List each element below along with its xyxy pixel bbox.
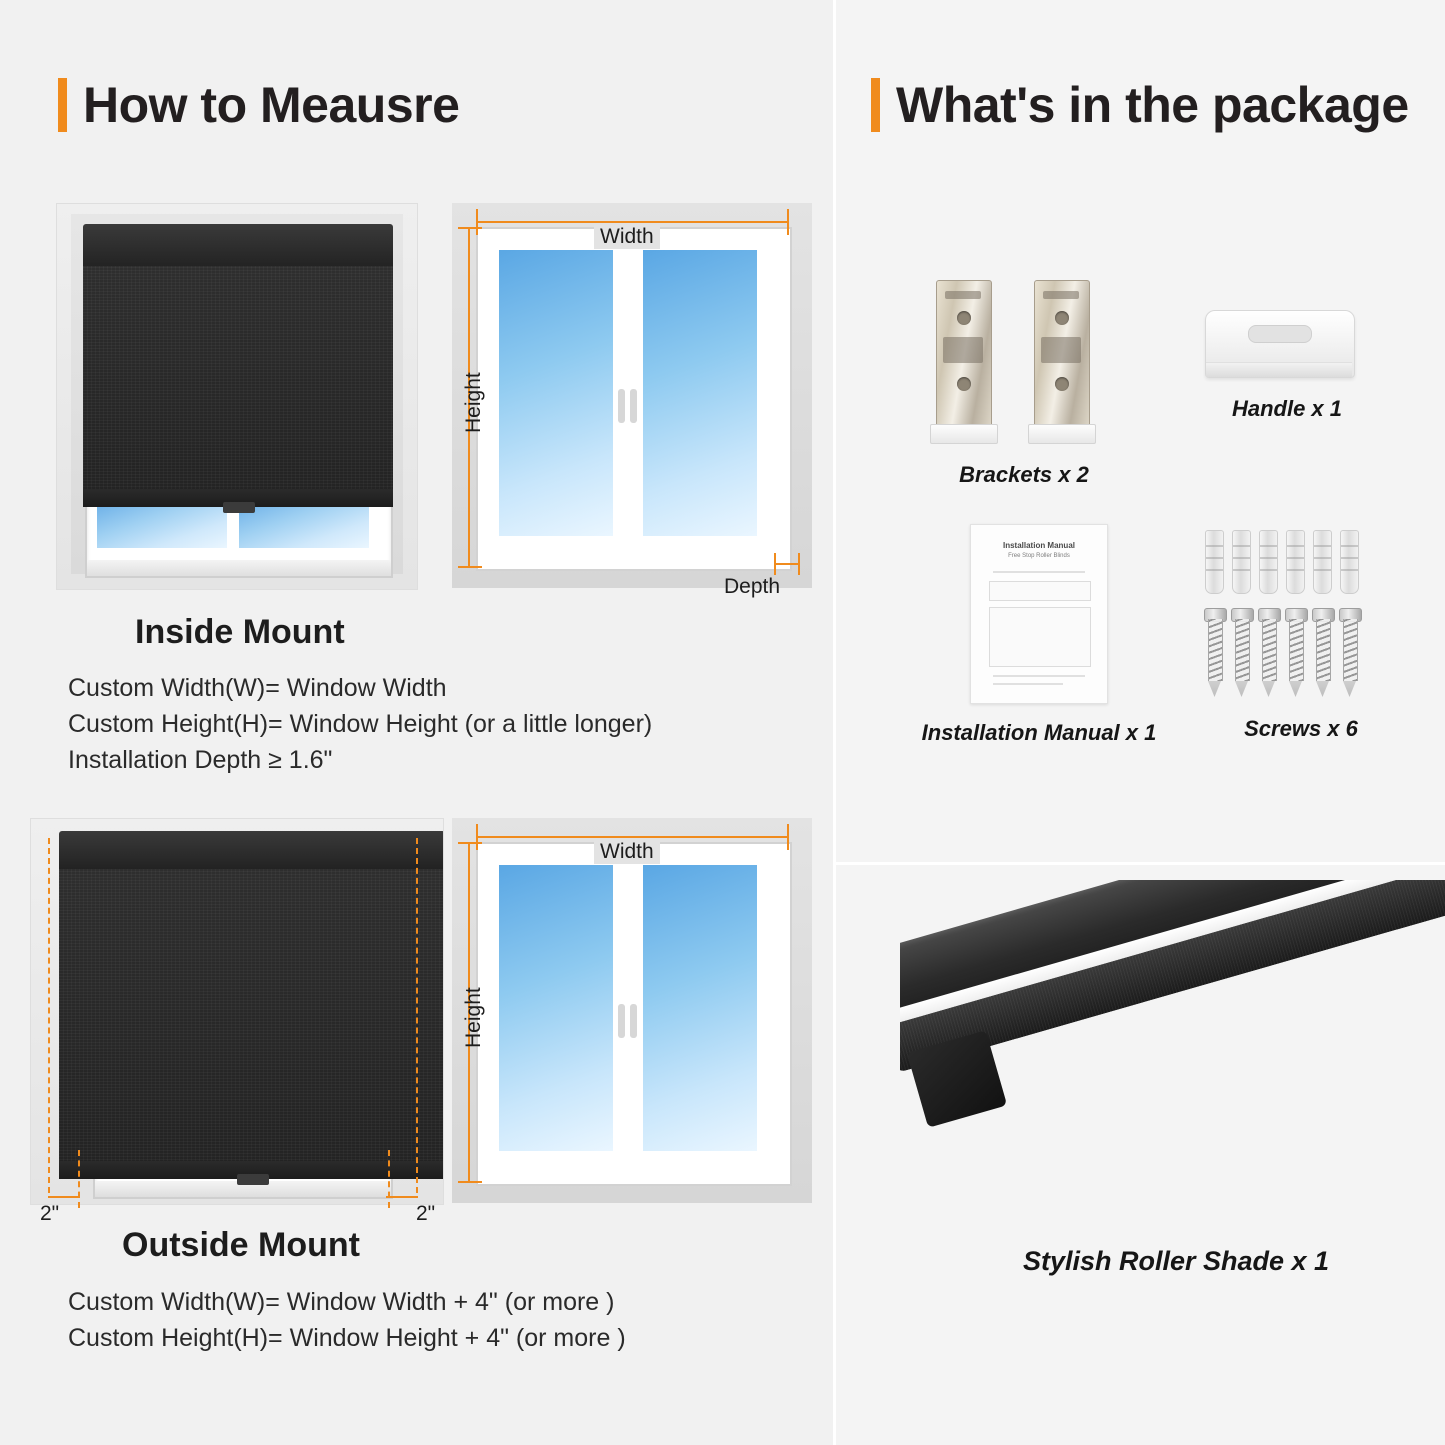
manual-cover-subtitle: Free Stop Roller Blinds	[1008, 553, 1070, 559]
height-label: Height	[462, 987, 485, 1048]
inside-mount-measure-diagram	[452, 203, 812, 598]
bracket-slot	[945, 291, 981, 299]
depth-tick-outer	[798, 553, 800, 575]
shade-fabric	[59, 869, 444, 1169]
frame-guide-right	[388, 1150, 390, 1208]
inside-line-2: Custom Height(H)= Window Height (or a little longer)	[68, 710, 653, 738]
outside-mount-title: Outside Mount	[122, 1226, 360, 1264]
bracket-hole	[957, 377, 971, 391]
roller-shade-label: Stylish Roller Shade x 1	[1022, 1246, 1330, 1276]
bracket-icon	[1034, 280, 1090, 432]
outside-mount-lines	[68, 1284, 626, 1356]
diagram-sash-left	[492, 858, 620, 1158]
overhang-label-left: 2"	[40, 1202, 60, 1225]
height-tick-bottom	[458, 1181, 482, 1183]
heading-accent-bar	[871, 78, 880, 132]
bracket-hole	[1055, 377, 1069, 391]
window-glass-right	[239, 506, 369, 548]
wall-anchor-icon	[1313, 530, 1332, 594]
height-tick-top	[458, 842, 482, 844]
screw-icon	[1234, 608, 1249, 698]
wall-anchor-icon	[1286, 530, 1305, 594]
width-arrow	[476, 221, 788, 223]
screw-icon	[1207, 608, 1222, 698]
diagram-sash-right	[636, 858, 764, 1158]
screw-icon	[1261, 608, 1276, 698]
bracket-slot	[1041, 337, 1081, 363]
inside-line-3: Installation Depth ≥ 1.6"	[68, 746, 333, 774]
depth-arrow	[774, 563, 800, 565]
bracket-base	[930, 424, 998, 444]
height-tick-bottom	[458, 566, 482, 568]
diagram-sash-left	[492, 243, 620, 543]
bracket-slot	[943, 337, 983, 363]
overhang-guide-right	[416, 838, 418, 1193]
handle-lip	[1206, 362, 1352, 377]
outside-line-2: Custom Height(H)= Window Height + 4" (or more )	[68, 1324, 626, 1352]
shade-fabric	[83, 266, 393, 496]
shade-pull-tab	[223, 502, 255, 513]
manual-figure	[989, 607, 1091, 667]
width-label: Width	[594, 840, 660, 864]
diagram-window-opening	[476, 842, 792, 1186]
sash-handle-right	[630, 389, 637, 423]
wall-anchor-icon	[1340, 530, 1359, 594]
inside-line-1: Custom Width(W)= Window Width	[68, 674, 447, 702]
manual-label: Installation Manual x 1	[921, 720, 1157, 745]
handle-icon	[1205, 310, 1355, 378]
shade-headrail	[59, 831, 444, 873]
screw-icon	[1315, 608, 1330, 698]
handle-label: Handle x 1	[1231, 396, 1343, 421]
wall-anchor-icon	[1232, 530, 1251, 594]
left-panel-heading	[58, 76, 459, 134]
overhang-guide-left	[48, 838, 50, 1193]
diagram-sash-right	[636, 243, 764, 543]
manual-rule	[993, 571, 1085, 573]
horizontal-divider	[836, 862, 1445, 865]
window-sill	[87, 560, 391, 576]
outside-mount-measure-diagram	[452, 818, 812, 1203]
overhang-label-right: 2"	[416, 1202, 436, 1225]
height-tick-top	[458, 227, 482, 229]
bracket-base	[1028, 424, 1096, 444]
inside-mount-title: Inside Mount	[135, 613, 345, 651]
manual-cover-title: Installation Manual	[1002, 541, 1075, 550]
shade-pull-tab	[237, 1174, 269, 1185]
manual-rule	[993, 675, 1085, 677]
bracket-hole	[957, 311, 971, 325]
overhang-arrow-right	[386, 1196, 418, 1198]
roller-shade-illustration	[900, 880, 1445, 1210]
height-label: Height	[462, 372, 485, 433]
manual-icon	[970, 524, 1108, 704]
width-label: Width	[594, 225, 660, 249]
screw-icon	[1342, 608, 1357, 698]
sash-handle-left	[618, 1004, 625, 1038]
width-arrow	[476, 836, 788, 838]
right-panel-heading	[871, 76, 1409, 134]
left-heading-text: How to Meausre	[83, 77, 460, 133]
bracket-icon	[936, 280, 992, 432]
vertical-divider	[833, 0, 836, 1445]
wall-anchor-icon	[1259, 530, 1278, 594]
heading-accent-bar	[58, 78, 67, 132]
frame-guide-left	[78, 1150, 80, 1208]
outside-mount-photo	[30, 818, 444, 1205]
inside-mount-photo	[56, 203, 418, 590]
brackets-label: Brackets x 2	[959, 462, 1089, 487]
diagram-window-opening	[476, 227, 792, 571]
overhang-arrow-left	[48, 1196, 80, 1198]
bracket-slot	[1043, 291, 1079, 299]
sash-handle-right	[630, 1004, 637, 1038]
manual-illustration	[970, 524, 1110, 706]
roller-shade-icon	[900, 880, 1445, 1210]
window-glass-left	[97, 506, 227, 548]
brackets-illustration	[930, 272, 1110, 442]
wall-anchor-icon	[1205, 530, 1224, 594]
screws-illustration	[1205, 524, 1377, 706]
screw-icon	[1288, 608, 1303, 698]
depth-label: Depth	[724, 575, 781, 598]
sash-handle-left	[618, 389, 625, 423]
manual-rule	[993, 683, 1063, 685]
right-heading-text: What's in the package	[896, 77, 1409, 133]
outside-line-1: Custom Width(W)= Window Width + 4" (or more )	[68, 1288, 615, 1316]
screws-label: Screws x 6	[1244, 716, 1358, 741]
handle-illustration	[1205, 310, 1365, 390]
bracket-hole	[1055, 311, 1069, 325]
shade-headrail	[83, 224, 393, 272]
handle-grip	[1248, 325, 1312, 343]
inside-mount-lines	[68, 670, 652, 778]
manual-figure	[989, 581, 1091, 601]
depth-tick-inner	[774, 553, 776, 575]
